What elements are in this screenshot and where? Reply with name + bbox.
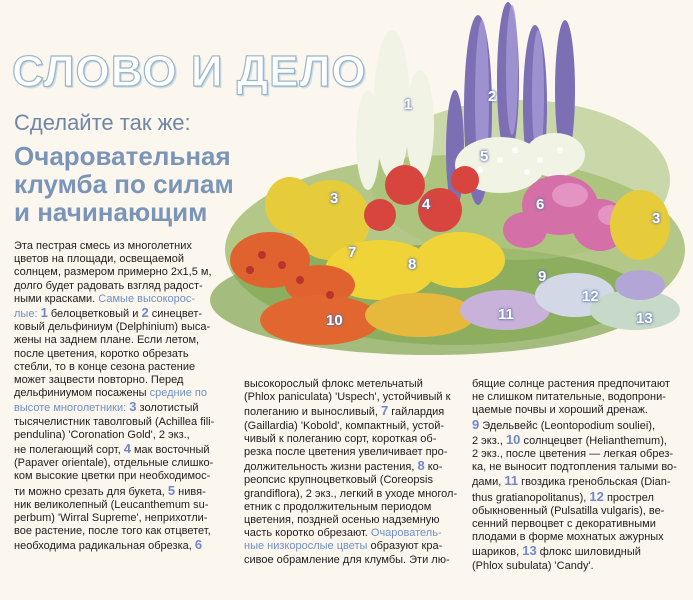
plant-marker: 13 [636,310,653,327]
headline-line: и начинающим [14,197,208,227]
plant-marker: 7 [348,244,357,261]
plant-marker: 9 [538,268,547,285]
plant-marker: 3 [330,190,339,207]
plant-marker: 11 [498,306,514,323]
headline [14,142,234,226]
headline-line: клумба по силам [14,169,234,199]
kicker: Сделайте так же: [14,110,191,135]
plant-marker: 3 [652,210,661,227]
article-column-1: Эта пестрая смесь из многолетних цветов на площади, освещаемой солнцем, размером примерно 2x1,5 м, долго будет радовать взгляд радост- ными красками. Самые высокорос- лые: 1 белоцветковый и 2 синецвет- ковый дельфиниум (Delphinium) выса- жены на заднем плане. Если летом, после цветения, коротко обрезать стебли, то в конце сезона растение может зацвести повторно. Перед дельфиниумом посажены средние по высоте многолетники: 3 золотистый тысячелистник таволговый (Achillea fili- pendulina) 'Coronation Gold', 2 экз., не полегающий сорт, 4 мак восточный (Papaver orientale), отдельные слишко- ком высокие цветки при необходимос- ти можно срезать для букета, 5 нивя- ник великолепный (Leucanthemum su- perbum) 'Wirral Supreme', неприхотли- вое растение, после того как отцветет, необходима радикальная обрезка, 6 [14,240,215,553]
headline-line: Очаровательная [14,141,231,171]
plant-marker: 6 [536,196,545,213]
plant-marker: 10 [326,312,343,329]
article-column-3: бящие солнце растения предпочитают не слишком питательные, водопрони- цаемые почвы и хороший дренаж. 9 Эдельвейс (Leontopodium souliei), 2 экз., 10 солнцецвет (Helianthemum), 2 экз., после цветения — легкая обрез- ка, не выносит подтопления талыми во- дами, 11 гвоздика гренобльская (Dian- thus gratianopolitanus), 12 прострел обыкновенный (Pulsatilla vulgaris), ве- сенний первоцвет с декоративными плодами в форме мохнатых ажурных шариков, 13 флокс шиловидный (Phlox subulata) 'Candy'. [472,378,677,572]
article-column-2: высокорослый флокс метельчатый (Phlox paniculata) 'Uspech', устойчивый к полеганию и выносливый, 7 гайлардия (Gaillardia) 'Kobold', компактный, устой- чивый к полеганию сорт, короткая об- резка после цветения увеличивает про- должительность жизни растения, 8 ко- реопсис крупноцветковый (Coreopsis grandiflora), 2 экз., легкий в уходе многол- етник с продолжительным периодом цветения, поздней осенью надземную часть коротко обрезают. Очарователь- ные низкорослые цветы образуют кра- сивое обрамление для клумбы. Эти лю- [244,378,458,566]
plant-marker: 5 [480,148,489,165]
plant-marker: 12 [582,288,599,305]
plant-marker: 8 [408,256,417,273]
plant-marker: 2 [488,88,497,105]
masthead-title: СЛОВО И ДЕЛО [12,47,367,96]
plant-marker: 1 [404,96,413,113]
plant-marker: 4 [422,196,431,213]
